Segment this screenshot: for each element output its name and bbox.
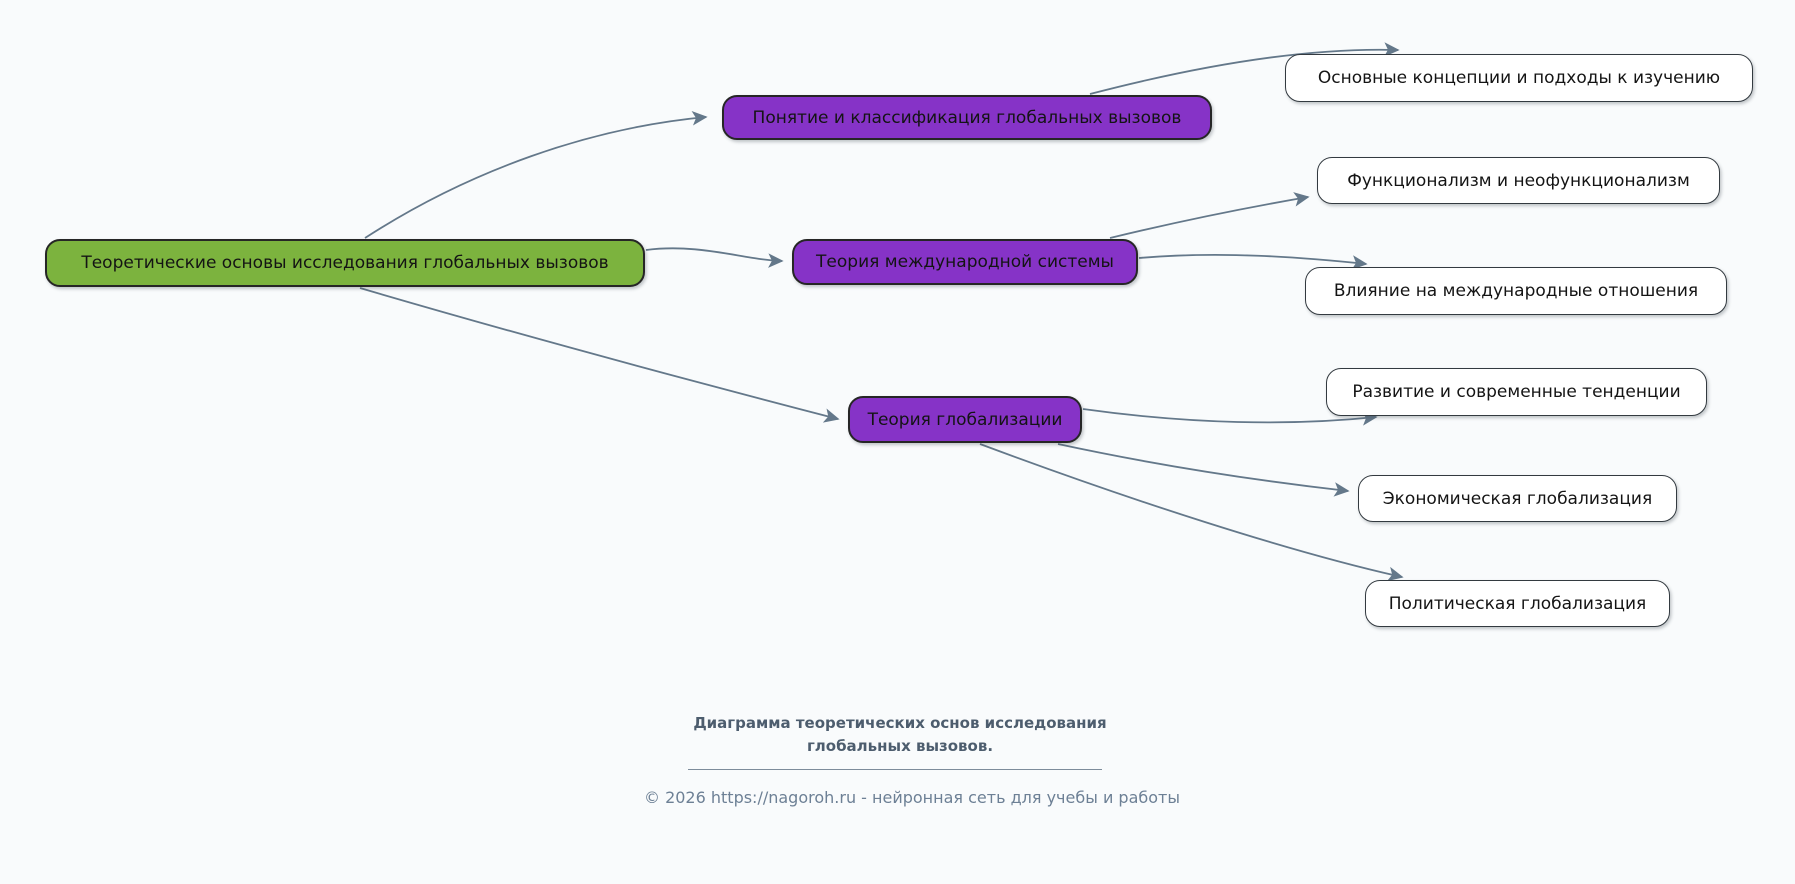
node-branch-international-system-theory: Теория международной системы [792, 239, 1138, 285]
edge-root-branch1 [365, 117, 706, 238]
node-branch-globalization-theory: Теория глобализации [848, 396, 1082, 443]
edge-branch3-leaf5 [1058, 444, 1348, 491]
edge-root-branch3 [360, 288, 838, 419]
node-leaf-functionalism: Функционализм и неофункционализм [1317, 157, 1720, 204]
edge-branch3-leaf6 [980, 444, 1402, 577]
caption-line-1: Диаграмма теоретических основ исследования [693, 714, 1107, 732]
edge-branch2-leaf3 [1139, 255, 1366, 264]
node-leaf-development-trends: Развитие и современные тенденции [1326, 368, 1707, 416]
node-root: Теоретические основы исследования глобальных вызовов [45, 239, 645, 287]
node-leaf-influence-international-relations: Влияние на международные отношения [1305, 267, 1727, 315]
edge-branch2-leaf2 [1110, 197, 1308, 238]
diagram-caption [600, 712, 1200, 759]
caption-divider [688, 769, 1102, 770]
node-branch-concept-classification: Понятие и классификация глобальных вызовов [722, 95, 1212, 140]
node-leaf-economic-globalization: Экономическая глобализация [1358, 475, 1677, 522]
node-leaf-political-globalization: Политическая глобализация [1365, 580, 1670, 627]
node-leaf-main-concepts: Основные концепции и подходы к изучению [1285, 54, 1753, 102]
caption-line-2: глобальных вызовов. [806, 737, 994, 756]
copyright-footer: © 2026 https://nagoroh.ru - нейронная сеть для учебы и работы [643, 788, 1180, 807]
edge-root-branch2 [646, 248, 782, 261]
